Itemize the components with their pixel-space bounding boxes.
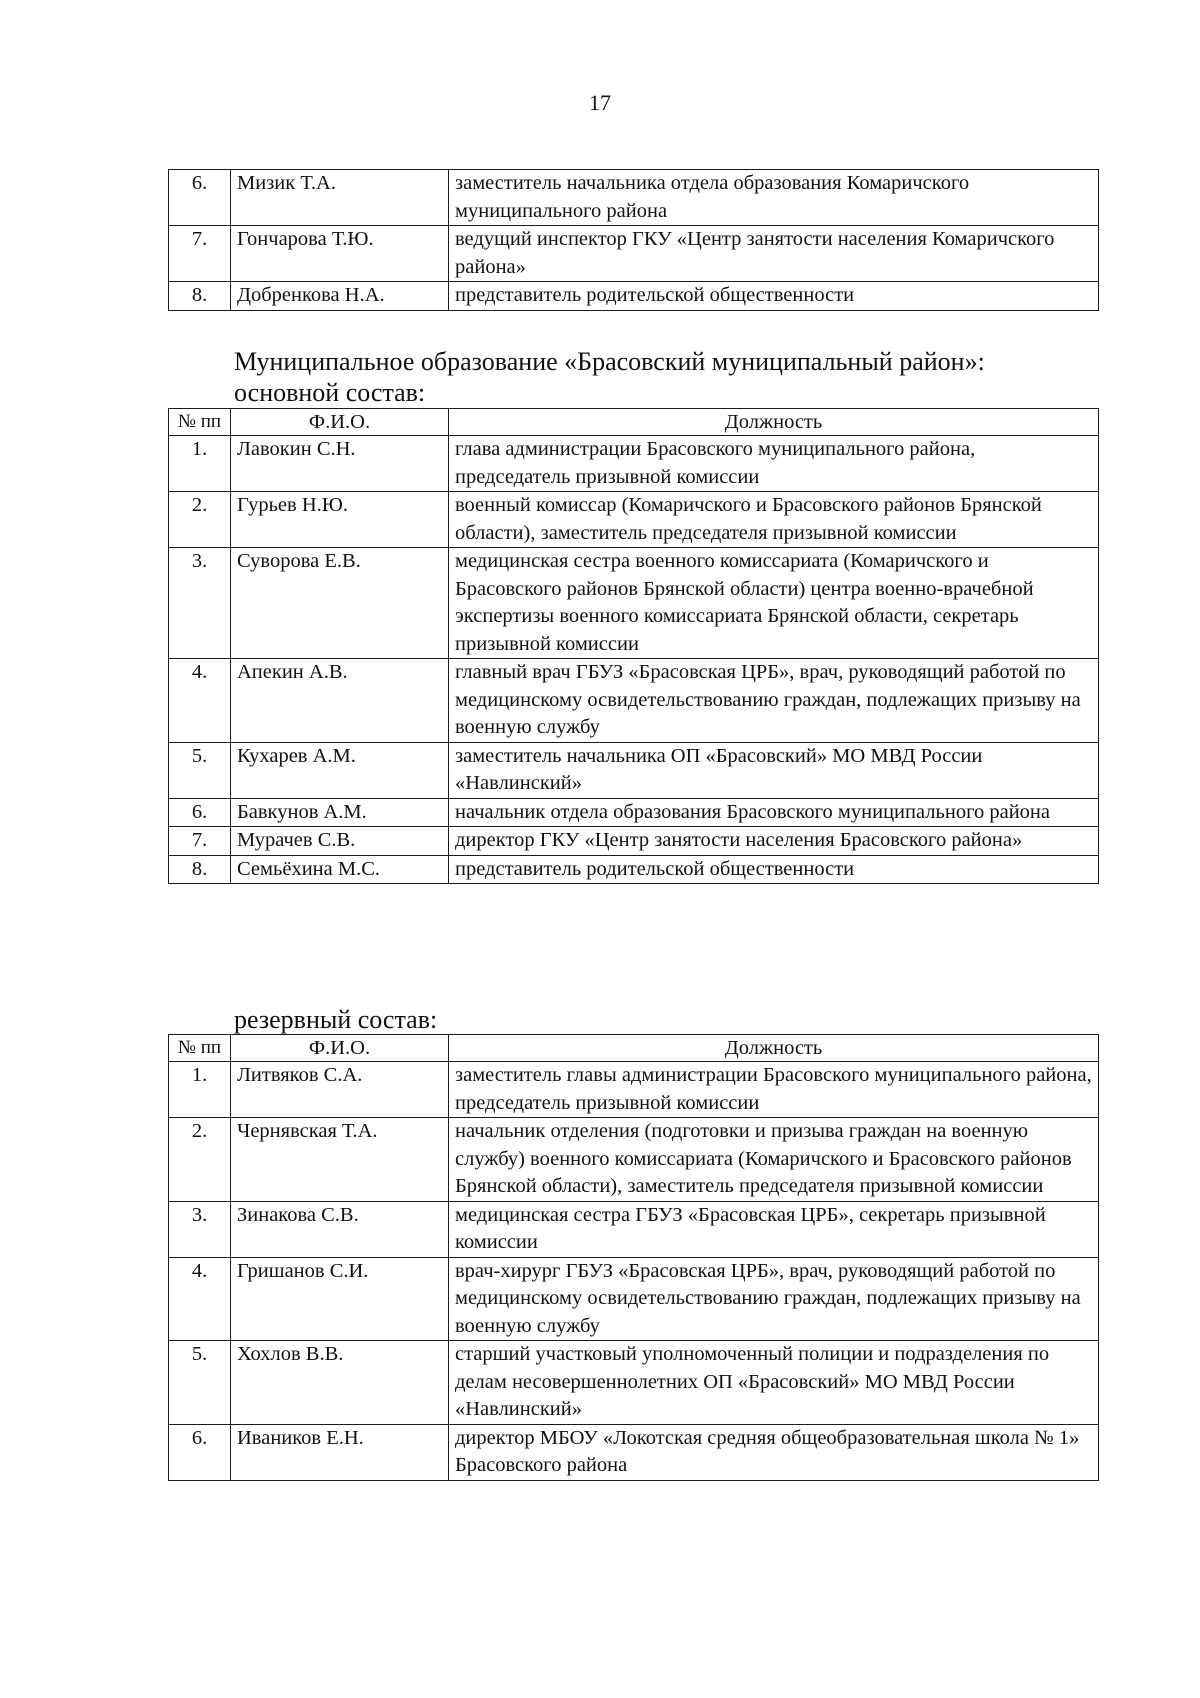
row-number: 2. [169, 1118, 231, 1202]
table-header-row [169, 1035, 1099, 1062]
member-position: начальник отдела образования Брасовского муниципального района [449, 798, 1099, 827]
row-number: 5. [169, 1341, 231, 1425]
member-position: представитель родительской общественности [449, 855, 1099, 884]
member-name: Гончарова Т.Ю. [231, 226, 449, 282]
table-row [169, 1062, 1099, 1118]
member-name: Лавокин С.Н. [231, 436, 449, 492]
member-position: главный врач ГБУЗ «Брасовская ЦРБ», врач, руководящий работой по медицинскому освидетельствованию граждан, подлежащих призыву на военную службу [449, 659, 1099, 743]
member-position: заместитель начальника ОП «Брасовский» МО МВД России «Навлинский» [449, 742, 1099, 798]
table-row [169, 436, 1099, 492]
table-row [169, 1341, 1099, 1425]
header-number: № пп [169, 1035, 231, 1062]
member-name: Суворова Е.В. [231, 548, 449, 659]
continued-members-table [168, 169, 1099, 311]
header-name: Ф.И.О. [231, 1035, 449, 1062]
member-name: Зинакова С.В. [231, 1201, 449, 1257]
row-number: 5. [169, 742, 231, 798]
table-row [169, 1424, 1099, 1480]
row-number: 2. [169, 492, 231, 548]
main-composition-subtitle: основной состав: [234, 378, 426, 407]
member-name: Добренкова Н.А. [231, 282, 449, 311]
row-number: 8. [169, 282, 231, 311]
member-name: Кухарев А.М. [231, 742, 449, 798]
table-row [169, 1257, 1099, 1341]
member-position: врач-хирург ГБУЗ «Брасовская ЦРБ», врач, руководящий работой по медицинскому освидетельствованию граждан, подлежащих призыву на военную службу [449, 1257, 1099, 1341]
member-name: Семьёхина М.С. [231, 855, 449, 884]
member-name: Литвяков С.А. [231, 1062, 449, 1118]
table-row [169, 798, 1099, 827]
member-name: Бавкунов А.М. [231, 798, 449, 827]
table-row [169, 226, 1099, 282]
row-number: 8. [169, 855, 231, 884]
member-name: Мурачев С.В. [231, 827, 449, 856]
row-number: 3. [169, 548, 231, 659]
main-composition-table [168, 408, 1099, 884]
table-row [169, 492, 1099, 548]
member-position: военный комиссар (Комаричского и Брасовского районов Брянской области), заместитель председателя призывной комиссии [449, 492, 1099, 548]
row-number: 4. [169, 659, 231, 743]
member-position: медицинская сестра ГБУЗ «Брасовская ЦРБ», секретарь призывной комиссии [449, 1201, 1099, 1257]
row-number: 6. [169, 170, 231, 226]
member-name: Иваников Е.Н. [231, 1424, 449, 1480]
reserve-composition-subtitle: резервный состав: [234, 1005, 438, 1034]
table-row [169, 659, 1099, 743]
row-number: 1. [169, 436, 231, 492]
member-position: заместитель начальника отдела образования Комаричского муниципального района [449, 170, 1099, 226]
header-position: Должность [449, 1035, 1099, 1062]
table-row [169, 548, 1099, 659]
row-number: 7. [169, 827, 231, 856]
row-number: 4. [169, 1257, 231, 1341]
member-position: начальник отделения (подготовки и призыва граждан на военную службу) военного комиссариата (Комаричского и Брасовского районов Брянской области), заместитель председателя призывной комиссии [449, 1118, 1099, 1202]
page-number: 17 [589, 90, 611, 115]
section-title: Муниципальное образование «Брасовский муниципальный район»: [234, 347, 985, 376]
member-name: Чернявская Т.А. [231, 1118, 449, 1202]
member-position: глава администрации Брасовского муниципального района, председатель призывной комиссии [449, 436, 1099, 492]
table-row [169, 827, 1099, 856]
member-position: ведущий инспектор ГКУ «Центр занятости населения Комаричского района» [449, 226, 1099, 282]
table-row [169, 1201, 1099, 1257]
table-row [169, 170, 1099, 226]
member-name: Мизик Т.А. [231, 170, 449, 226]
table-row [169, 1118, 1099, 1202]
member-position: представитель родительской общественности [449, 282, 1099, 311]
row-number: 6. [169, 798, 231, 827]
row-number: 7. [169, 226, 231, 282]
member-name: Гурьев Н.Ю. [231, 492, 449, 548]
row-number: 6. [169, 1424, 231, 1480]
member-position: директор МБОУ «Локотская средняя общеобразовательная школа № 1» Брасовского района [449, 1424, 1099, 1480]
header-number: № пп [169, 409, 231, 436]
reserve-composition-table [168, 1034, 1099, 1481]
member-position: заместитель главы администрации Брасовского муниципального района, председатель призывной комиссии [449, 1062, 1099, 1118]
row-number: 3. [169, 1201, 231, 1257]
member-name: Гришанов С.И. [231, 1257, 449, 1341]
header-position: Должность [449, 409, 1099, 436]
member-position: директор ГКУ «Центр занятости населения Брасовского района» [449, 827, 1099, 856]
table-row [169, 742, 1099, 798]
table-header-row [169, 409, 1099, 436]
member-name: Апекин А.В. [231, 659, 449, 743]
member-position: старший участковый уполномоченный полиции и подразделения по делам несовершеннолетних ОП «Брасовский» МО МВД России «Навлинский» [449, 1341, 1099, 1425]
member-name: Хохлов В.В. [231, 1341, 449, 1425]
header-name: Ф.И.О. [231, 409, 449, 436]
member-position: медицинская сестра военного комиссариата (Комаричского и Брасовского районов Брянской области) центра военно-врачебной экспертизы военного комиссариата Брянской области, секретарь призывной комиссии [449, 548, 1099, 659]
row-number: 1. [169, 1062, 231, 1118]
table-row [169, 282, 1099, 311]
table-row [169, 855, 1099, 884]
